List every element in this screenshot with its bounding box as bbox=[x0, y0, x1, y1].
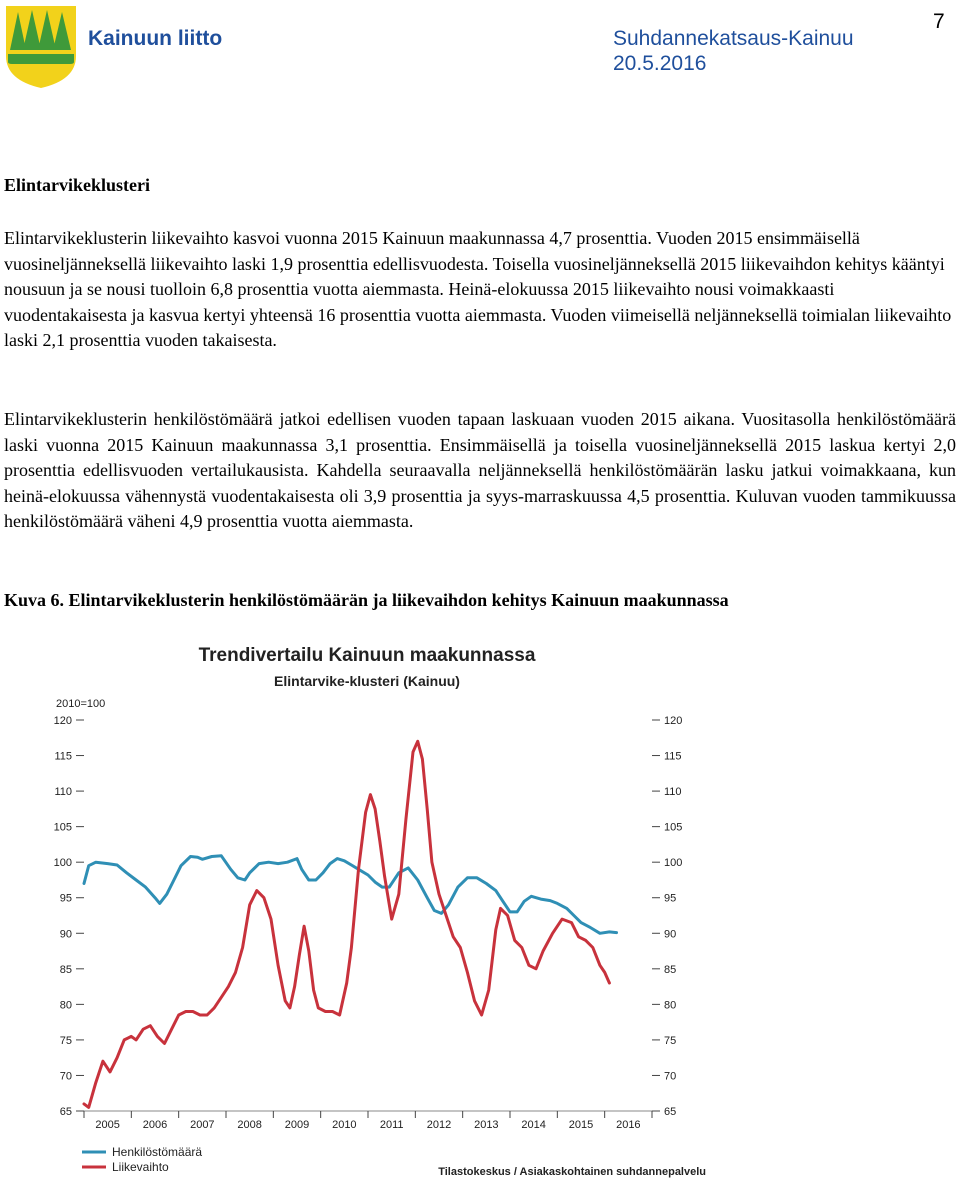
paragraph-revenue: Elintarvikeklusterin liikevaihto kasvoi vuonna 2015 Kainuun maakunnassa 4,7 prosenttia. Vuoden 2015 ensimmäisellä vuosineljänneksellä liikevaihto laski 1,9 prosenttia edellisvuodesta. Toisella vuosineljänneksellä 2015 liikevaihdon kehitys kääntyi nousuun ja se nousi tuolloin 6,8 prosenttia vuotta aiemmasta. Heinä-elokuussa 2015 liikevaihto nousi voimakkaasti vuodentakaisesta ja kasvua kertyi yhteensä 16 prosenttia vuotta aiemmasta. Vuoden viimeisellä neljänneksellä toimialan liikevaihto laski 2,1 prosenttia vuoden takaisesta. bbox=[4, 228, 952, 351]
section-heading: Elintarvikeklusteri bbox=[4, 175, 151, 195]
y-tick-label-left: 120 bbox=[53, 715, 72, 727]
y-tick-label-left: 115 bbox=[54, 750, 72, 763]
y-tick-label-right: 110 bbox=[664, 786, 682, 799]
y-tick-label-right: 75 bbox=[664, 1034, 677, 1047]
x-tick-label: 2015 bbox=[568, 1119, 594, 1131]
report-date: 20.5.2016 bbox=[613, 52, 707, 75]
y-tick-label-left: 70 bbox=[59, 1070, 72, 1083]
y-tick-label-right: 120 bbox=[664, 715, 683, 727]
organization-name: Kainuun liitto bbox=[88, 27, 223, 50]
y-tick-label-right: 90 bbox=[664, 928, 677, 941]
x-tick-label: 2011 bbox=[379, 1119, 404, 1131]
y-tick-label-left: 65 bbox=[59, 1106, 72, 1118]
y-tick-label-right: 65 bbox=[664, 1106, 677, 1118]
chart-y-unit-label: 2010=100 bbox=[56, 698, 106, 710]
y-tick-label-left: 75 bbox=[59, 1034, 72, 1047]
report-title: Suhdannekatsaus-Kainuu bbox=[613, 27, 854, 50]
y-tick-label-right: 100 bbox=[664, 857, 683, 870]
y-tick-label-left: 100 bbox=[53, 857, 72, 870]
kainuu-coat-of-arms-logo bbox=[4, 4, 78, 90]
trend-chart bbox=[0, 630, 960, 1180]
x-tick-label: 2009 bbox=[284, 1119, 310, 1131]
x-tick-label: 2014 bbox=[521, 1119, 546, 1131]
legend bbox=[82, 1145, 202, 1174]
y-tick-label-right: 80 bbox=[664, 999, 677, 1012]
series-line-liikevaihto bbox=[84, 741, 609, 1107]
y-tick-label-left: 110 bbox=[54, 786, 72, 799]
plot-area bbox=[54, 715, 683, 1131]
y-tick-label-right: 70 bbox=[664, 1070, 677, 1083]
x-tick-label: 2007 bbox=[190, 1119, 215, 1131]
y-tick-label-left: 80 bbox=[59, 999, 72, 1012]
chart-source: Tilastokeskus / Asiakaskohtainen suhdannepalvelu bbox=[438, 1166, 706, 1178]
x-tick-label: 2016 bbox=[616, 1119, 641, 1131]
x-tick-label: 2008 bbox=[237, 1119, 262, 1131]
x-tick-label: 2006 bbox=[142, 1119, 168, 1131]
paragraph-personnel: Elintarvikeklusterin henkilöstömäärä jatkoi edellisen vuoden tapaan laskuaan vuoden 2015 aikana. Vuositasolla henkilöstömäärä laski vuonna 2015 Kainuun maakunnassa 3,1 prosenttia. Ensimmäisellä ja toisella vuosineljänneksellä 2015 laskua kertyi 2,0 prosenttia edellisvuoden vertailukausista. Kahdella seuraavalla neljänneksellä henkilöstömäärän lasku jatkui voimakkaana, kun heinä-elokuussa vähennystä vuodentakaisesta oli 3,9 prosenttia ja syys-marraskuussa 4,5 prosenttia. Kuluvan vuoden tammikuussa henkilöstömäärä väheni 4,9 prosenttia vuotta aiemmasta. bbox=[4, 409, 956, 532]
x-tick-label: 2005 bbox=[95, 1119, 120, 1131]
page-number: 7 bbox=[933, 10, 945, 33]
x-tick-label: 2010 bbox=[332, 1119, 357, 1131]
y-tick-label-left: 95 bbox=[59, 892, 72, 905]
y-tick-label-left: 105 bbox=[53, 821, 72, 834]
legend-label-liikevaihto: Liikevaihto bbox=[112, 1160, 169, 1174]
y-tick-label-right: 115 bbox=[664, 750, 682, 763]
x-tick-label: 2013 bbox=[474, 1119, 499, 1131]
x-tick-label: 2012 bbox=[426, 1119, 452, 1131]
chart-subtitle: Elintarvike-klusteri (Kainuu) bbox=[274, 673, 460, 689]
y-tick-label-left: 85 bbox=[59, 963, 72, 976]
y-tick-label-left: 90 bbox=[59, 928, 72, 941]
y-tick-label-right: 95 bbox=[664, 892, 677, 905]
series-line-henkilostomaara bbox=[84, 856, 617, 934]
legend-label-henkilostomaara: Henkilöstömäärä bbox=[112, 1145, 203, 1159]
figure-caption: Kuva 6. Elintarvikeklusterin henkilöstömäärän ja liikevaihdon kehitys Kainuun maakunnassa bbox=[4, 590, 729, 610]
y-tick-label-right: 85 bbox=[664, 963, 677, 976]
chart-title: Trendivertailu Kainuun maakunnassa bbox=[198, 645, 536, 666]
y-tick-label-right: 105 bbox=[664, 821, 683, 834]
